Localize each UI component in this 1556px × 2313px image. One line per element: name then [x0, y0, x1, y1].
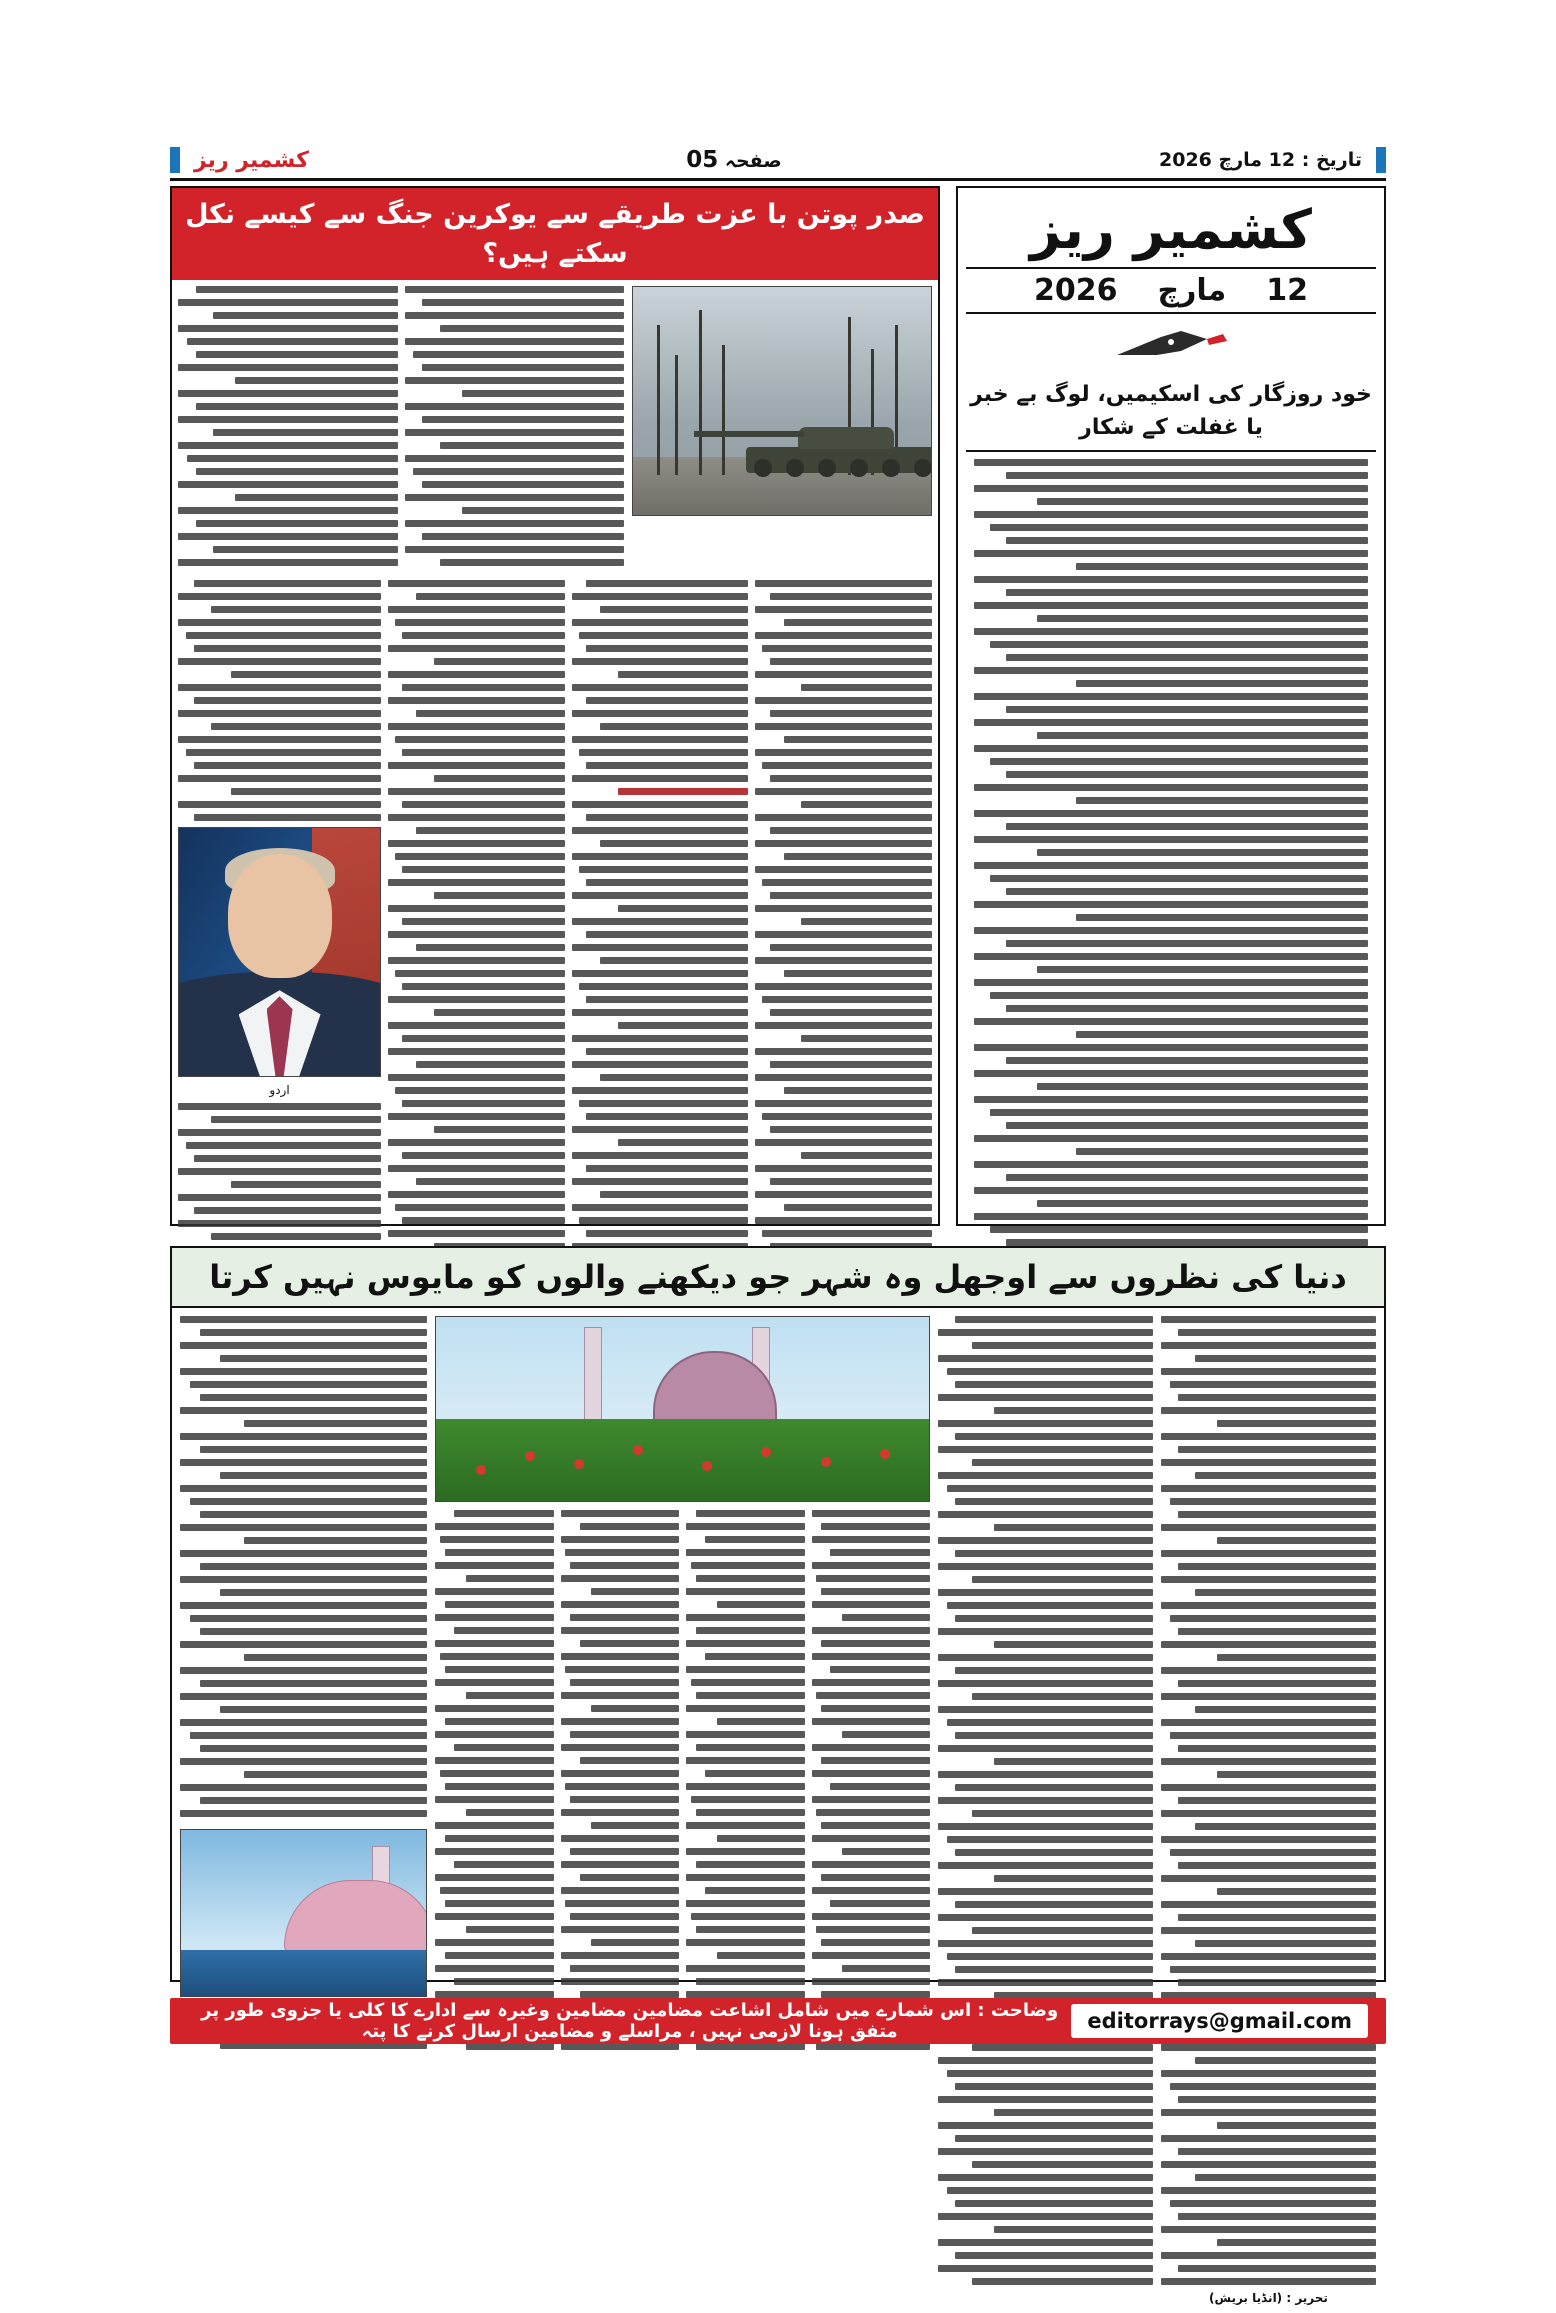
feature-headline: دنیا کی نظروں سے اوجھل وہ شہر جو دیکھنے والوں کو مایوس نہیں کرتا: [172, 1248, 1384, 1308]
tank-illustration: [746, 411, 932, 473]
footer-bar: [170, 1998, 1386, 2044]
portrait-caption: اردو: [269, 1083, 290, 1098]
feature-column-5: [180, 1316, 427, 2305]
brand-name: کشمیر ریز: [194, 147, 309, 173]
feature-photo-column: [435, 1316, 930, 2305]
page-indicator: [309, 147, 1159, 173]
page-label: صفحہ: [724, 150, 782, 172]
masthead-title: کشمیر ریز: [1030, 198, 1312, 261]
top-bar: [170, 142, 1386, 178]
masthead-datebar: [966, 267, 1376, 314]
putrajaya-mosque-photo: [435, 1316, 930, 1502]
blue-rule-left: [1376, 147, 1386, 173]
main-content: [170, 186, 1386, 1236]
tank-photo: [632, 286, 932, 516]
blue-rule-right: [170, 147, 180, 173]
lead-headline: خود روزگار کی اسکیمیں، لوگ بے خبر یا غفلت کے شکار: [966, 374, 1376, 452]
putra-mosque-lake-photo: [180, 1829, 427, 1997]
header-divider: [170, 178, 1386, 181]
footer-disclaimer: وضاحت : اس شمارے میں شامل اشاعت مضامین مضامین وغیرہ سے ادارے کا کلی یا جزوی طور پر متفق ہونا لازمی نہیں ، مراسلے و مضامین ارسال کرنے کا پتہ: [201, 2000, 1059, 2042]
masthead-month: مارچ: [1157, 273, 1227, 309]
pen-nib-icon: [966, 320, 1376, 372]
editor-email[interactable]: editorrays@gmail.com: [1071, 2004, 1368, 2038]
issue-date: تاریخ : 12 مارچ 2026: [1159, 149, 1362, 171]
masthead-year: 2026: [1034, 273, 1118, 309]
masthead-column: [956, 186, 1386, 1226]
article-headline: صدر پوتن با عزت طریقے سے یوکرین جنگ سے کیسے نکل سکتے ہیں؟: [172, 188, 938, 280]
masthead-day: 12: [1266, 273, 1308, 309]
feature-column-2: [938, 1316, 1153, 2305]
putin-portrait: [178, 827, 381, 1077]
page-number: 05: [686, 147, 719, 173]
main-article: [170, 186, 940, 1226]
feature-byline: تحریر : (انڈیا بریش): [1209, 2291, 1328, 2305]
feature-column-1: [1161, 1316, 1376, 2305]
